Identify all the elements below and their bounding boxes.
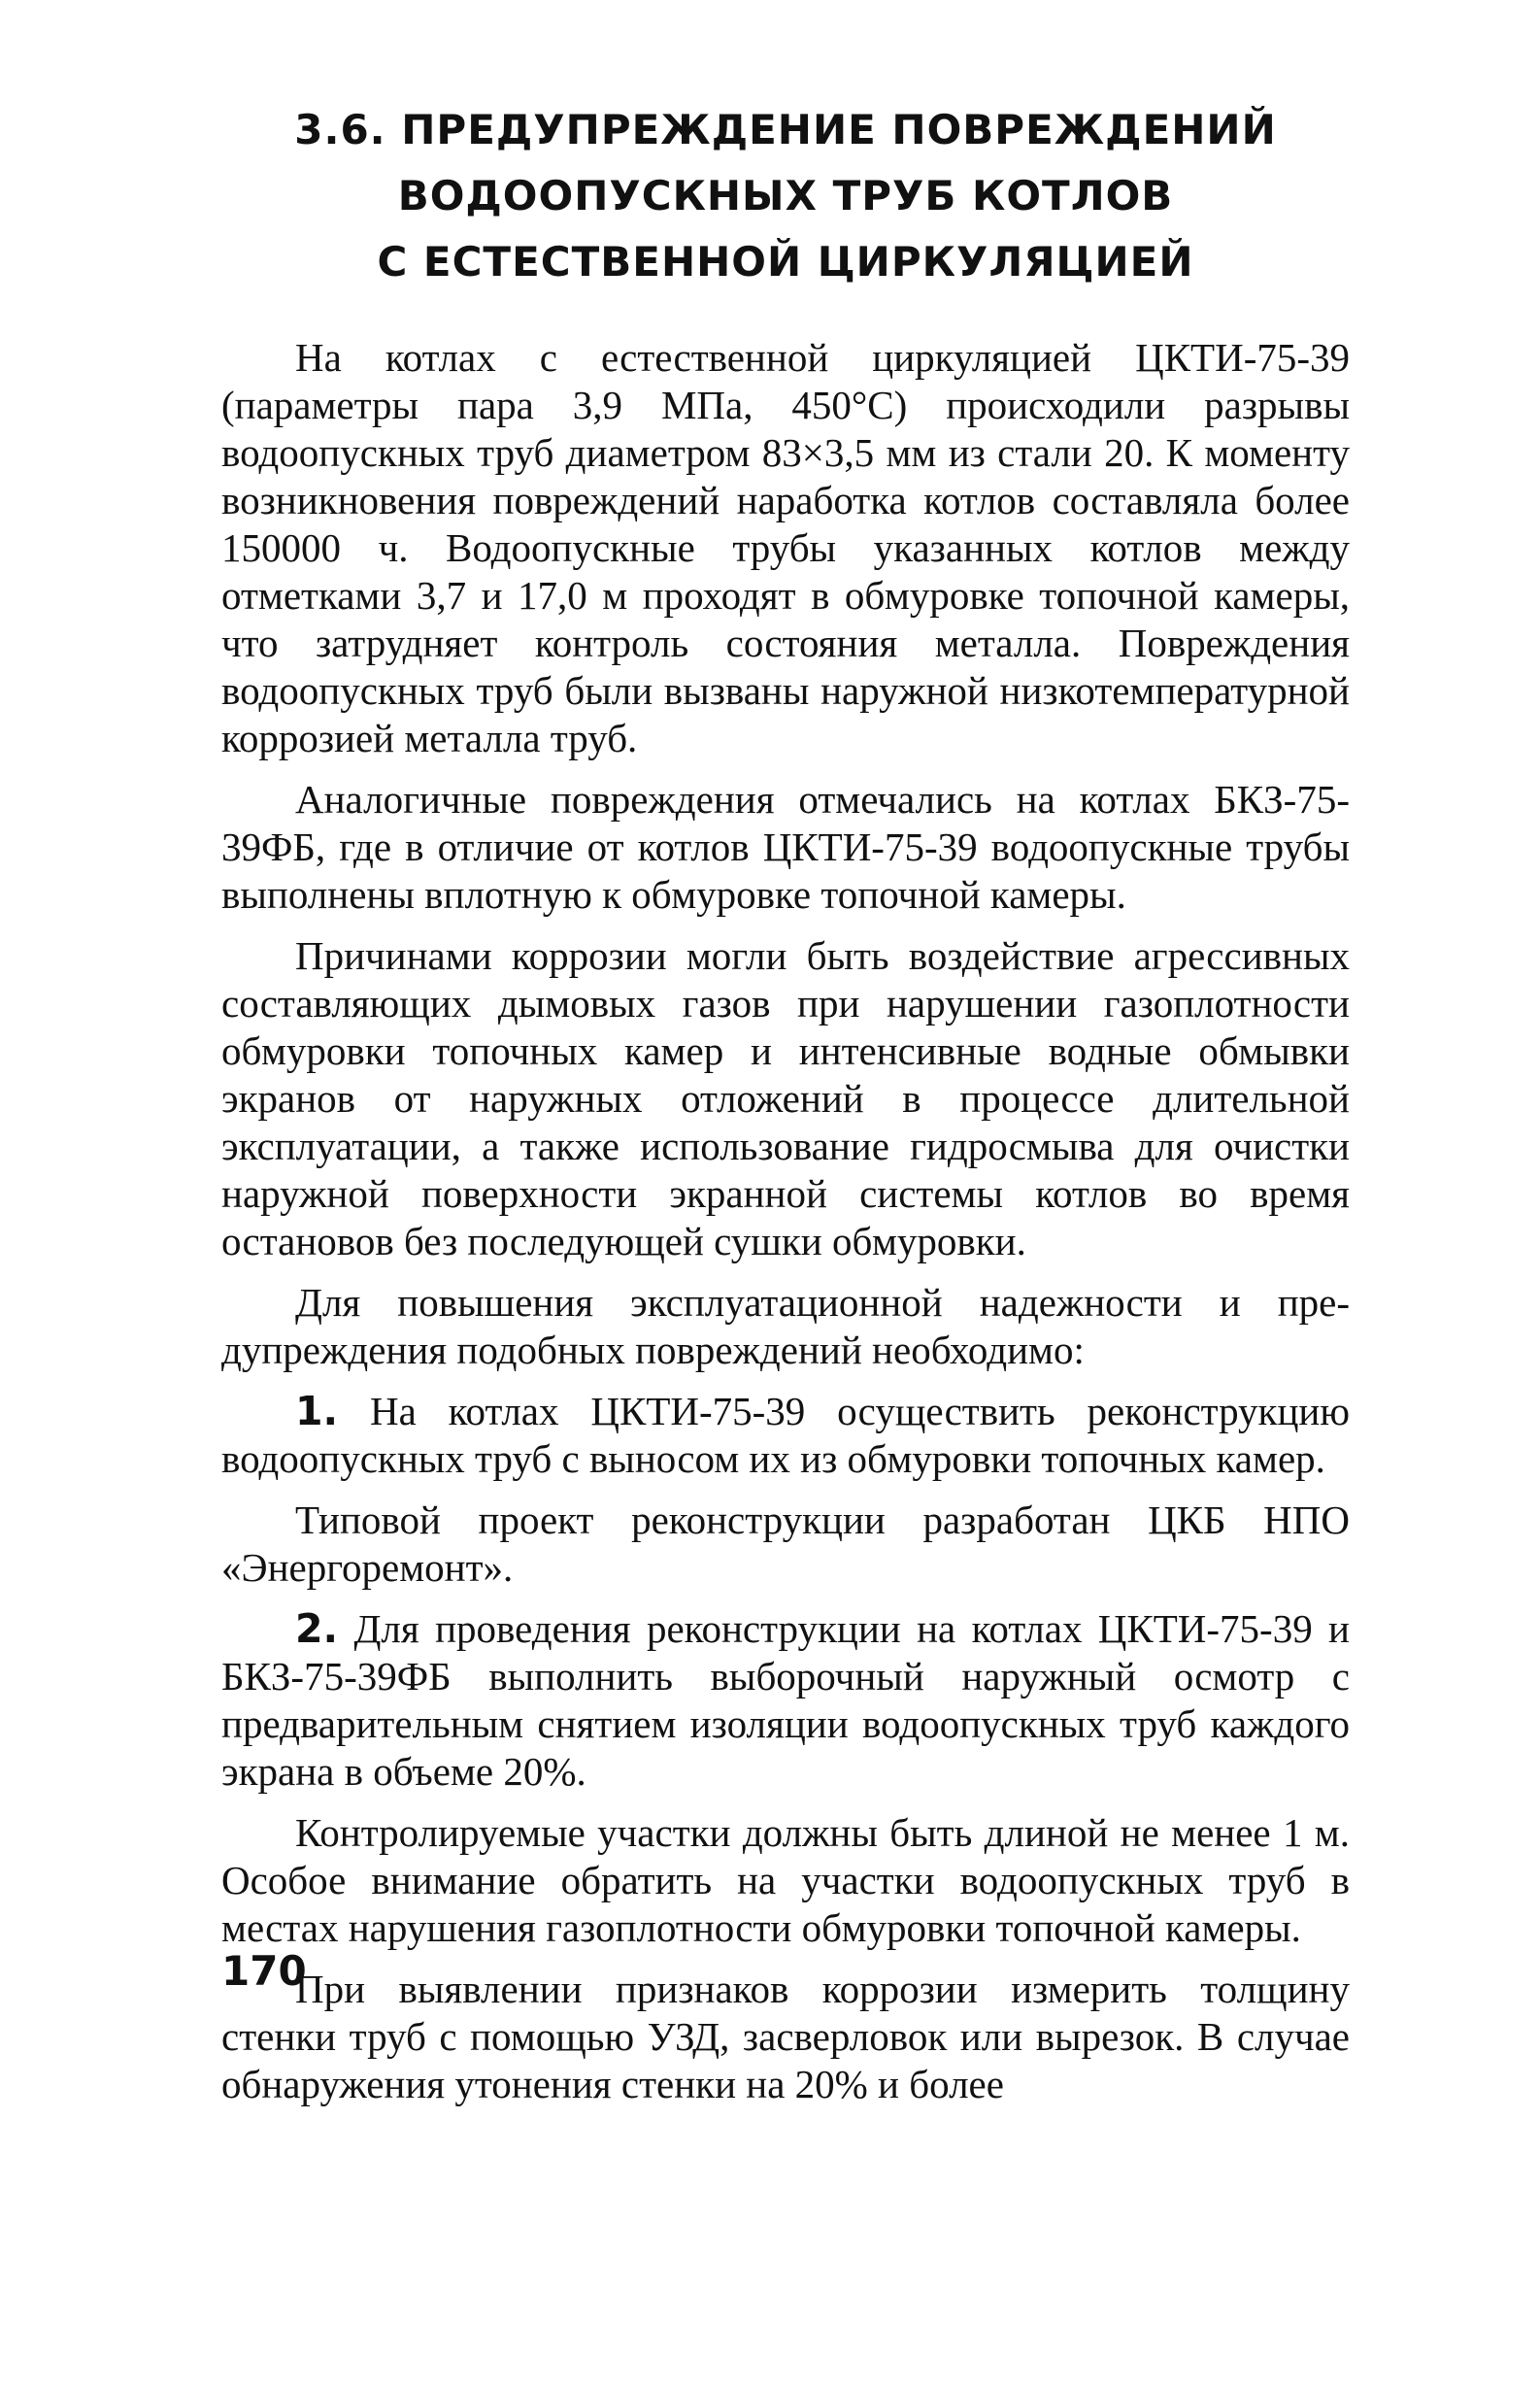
list-item-2 bbox=[221, 1605, 1350, 1796]
paragraph-3: Причинами коррозии могли быть воздействие агрессивных составляющих дымовых газов при нарушении газоплотности обмуровки топочных камер и интенсивные водные обмывки экранов от наружных отложений в процессе длительной эксплуатации, а также использование гидросмыва для очистки наружной поверхности экранной системы котлов во время остановов без последующей сушки обмуровки. bbox=[221, 933, 1350, 1263]
list-item-2-number: 2. bbox=[295, 1605, 339, 1652]
heading-line-3: С ЕСТЕСТВЕННОЙ ЦИРКУЛЯЦИЕЙ bbox=[377, 238, 1194, 286]
body-text bbox=[221, 334, 1350, 2108]
paragraph-5: Типовой проект реконструкции разработан ЦКБ НПО «Энергоремонт». bbox=[221, 1497, 1350, 1590]
list-item-1-text: На котлах ЦКТИ-75-39 осуществить реконструкцию водоопускных труб с выносом их из обмуровки топочных камер. bbox=[221, 1389, 1350, 1481]
paragraph-1: На котлах с естественной циркуляцией ЦКТИ-75-39 (параметры пара 3,9 МПа, 450°С) происходили разрывы водоопускных труб диаметром 83×3,5 мм из стали 20. К моменту возникновения повреждений наработка котлов составляла более 150000 ч. Водоопускные трубы указанных котлов между отметками 3,7 и 17,0 м проходят в обмуровке топочной камеры, что затрудняет контроль состояния металла. Повреждения водоопускных труб были вызваны наружной низкотемпературной коррозией металла труб. bbox=[221, 335, 1350, 760]
section-heading bbox=[221, 97, 1350, 295]
page-content bbox=[221, 97, 1350, 2122]
list-item-1 bbox=[221, 1388, 1350, 1483]
paragraph-2: Аналогичные повреждения отмечались на котлах БКЗ-75-39ФБ, где в отличие от котлов ЦКТИ-75-39 водоопускные трубы выполнены вплотную к обмуровке топочной камеры. bbox=[221, 777, 1350, 917]
heading-line-1: 3.6. ПРЕДУПРЕЖДЕНИЕ ПОВРЕЖДЕНИЙ bbox=[294, 106, 1277, 153]
list-item-1-number: 1. bbox=[295, 1388, 339, 1434]
paragraph-7: При выявлении признаков коррозии измерить толщину стенки труб с помощью УЗД, засверловок или вырезок. В случае обнаружения утонения стенки на 20% и более bbox=[221, 1967, 1350, 2106]
paragraph-4: Для повышения эксплуатационной надежности и предупреждения подобных повреждений необходимо: bbox=[221, 1280, 1350, 1372]
page-number: 170 bbox=[221, 1947, 307, 1995]
heading-line-2: ВОДООПУСКНЫХ ТРУБ КОТЛОВ bbox=[397, 172, 1174, 219]
list-item-2-text: Для проведения реконструкции на котлах ЦКТИ-75-39 и БКЗ-75-39ФБ выполнить выборочный наружный осмотр с предварительным снятием изоляции водоопускных труб каждого экрана в объеме 20%. bbox=[221, 1606, 1350, 1794]
paragraph-6: Контролируемые участки должны быть длиной не менее 1 м. Особое внимание обратить на участки водоопускных труб в местах нарушения газоплотности обмуровки топочной камеры. bbox=[221, 1810, 1350, 1950]
